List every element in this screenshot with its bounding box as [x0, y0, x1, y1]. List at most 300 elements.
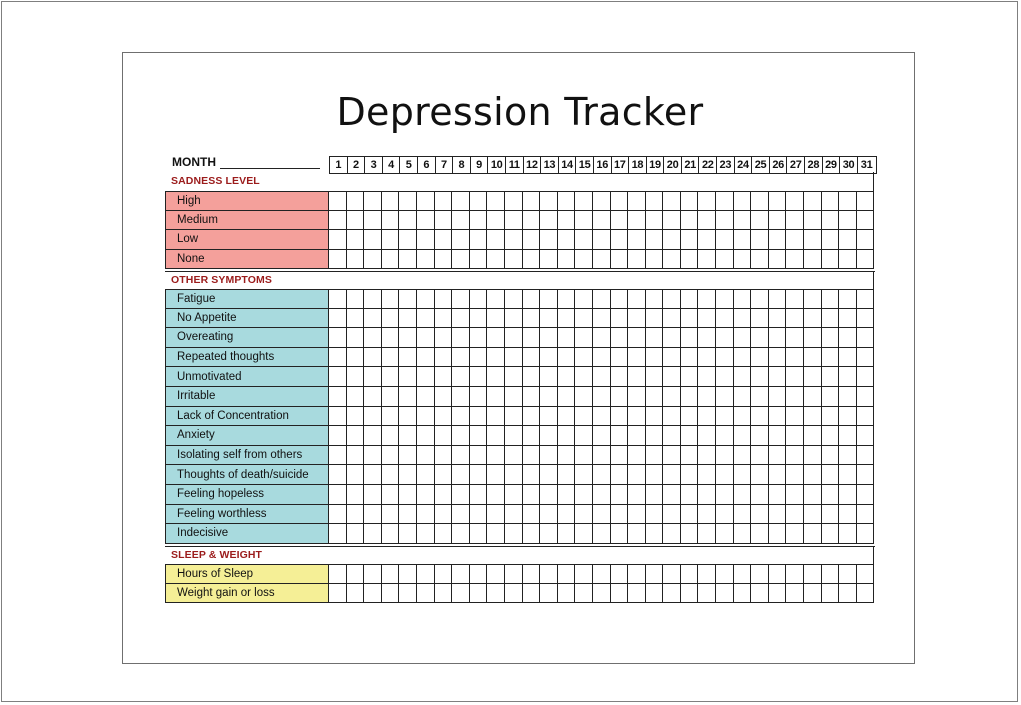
day-cell-23[interactable]	[716, 564, 734, 584]
day-cell-20[interactable]	[663, 328, 681, 348]
day-cell-16[interactable]	[593, 465, 611, 485]
day-cell-31[interactable]	[857, 387, 875, 407]
day-cell-12[interactable]	[523, 328, 541, 348]
day-cell-28[interactable]	[804, 387, 822, 407]
day-cell-4[interactable]	[382, 191, 400, 211]
day-cell-7[interactable]	[435, 367, 453, 387]
day-cell-3[interactable]	[364, 328, 382, 348]
day-cell-11[interactable]	[505, 289, 523, 309]
day-cell-3[interactable]	[364, 230, 382, 250]
day-cell-19[interactable]	[646, 348, 664, 368]
day-cell-19[interactable]	[646, 465, 664, 485]
day-cell-20[interactable]	[663, 407, 681, 427]
day-cell-21[interactable]	[681, 485, 699, 505]
day-cell-3[interactable]	[364, 426, 382, 446]
day-cell-12[interactable]	[523, 465, 541, 485]
day-cell-5[interactable]	[399, 426, 417, 446]
day-cell-3[interactable]	[364, 524, 382, 544]
day-cell-10[interactable]	[487, 505, 505, 525]
day-cell-26[interactable]	[769, 465, 787, 485]
day-cell-31[interactable]	[857, 485, 875, 505]
day-cell-1[interactable]	[329, 367, 347, 387]
day-cell-30[interactable]	[839, 564, 857, 584]
day-cell-30[interactable]	[839, 250, 857, 270]
day-cell-13[interactable]	[540, 426, 558, 446]
day-cell-14[interactable]	[558, 465, 576, 485]
day-cell-22[interactable]	[698, 426, 716, 446]
day-cell-6[interactable]	[417, 387, 435, 407]
day-cell-7[interactable]	[435, 191, 453, 211]
day-cell-31[interactable]	[857, 407, 875, 427]
day-cell-8[interactable]	[452, 426, 470, 446]
day-cell-13[interactable]	[540, 367, 558, 387]
day-cell-19[interactable]	[646, 250, 664, 270]
day-cell-17[interactable]	[611, 524, 629, 544]
day-cell-24[interactable]	[734, 465, 752, 485]
day-cell-14[interactable]	[558, 230, 576, 250]
day-cell-15[interactable]	[575, 524, 593, 544]
day-cell-10[interactable]	[487, 367, 505, 387]
day-cell-17[interactable]	[611, 584, 629, 604]
day-cell-27[interactable]	[786, 309, 804, 329]
day-cell-20[interactable]	[663, 387, 681, 407]
day-cell-8[interactable]	[452, 191, 470, 211]
day-cell-18[interactable]	[628, 564, 646, 584]
day-cell-19[interactable]	[646, 211, 664, 231]
day-cell-19[interactable]	[646, 309, 664, 329]
day-cell-18[interactable]	[628, 250, 646, 270]
day-cell-12[interactable]	[523, 211, 541, 231]
day-cell-30[interactable]	[839, 348, 857, 368]
day-cell-21[interactable]	[681, 250, 699, 270]
day-cell-19[interactable]	[646, 584, 664, 604]
day-cell-13[interactable]	[540, 584, 558, 604]
day-cell-17[interactable]	[611, 230, 629, 250]
day-cell-19[interactable]	[646, 524, 664, 544]
day-cell-11[interactable]	[505, 191, 523, 211]
day-cell-18[interactable]	[628, 407, 646, 427]
day-cell-12[interactable]	[523, 387, 541, 407]
day-cell-4[interactable]	[382, 524, 400, 544]
day-cell-7[interactable]	[435, 289, 453, 309]
day-cell-9[interactable]	[470, 505, 488, 525]
day-cell-1[interactable]	[329, 485, 347, 505]
day-cell-15[interactable]	[575, 584, 593, 604]
day-cell-31[interactable]	[857, 348, 875, 368]
day-cell-28[interactable]	[804, 505, 822, 525]
day-cell-3[interactable]	[364, 505, 382, 525]
day-cell-15[interactable]	[575, 446, 593, 466]
day-cell-3[interactable]	[364, 584, 382, 604]
day-cell-19[interactable]	[646, 289, 664, 309]
day-cell-2[interactable]	[347, 211, 365, 231]
day-cell-15[interactable]	[575, 191, 593, 211]
day-cell-8[interactable]	[452, 250, 470, 270]
day-cell-8[interactable]	[452, 309, 470, 329]
day-cell-24[interactable]	[734, 505, 752, 525]
day-cell-7[interactable]	[435, 446, 453, 466]
day-cell-14[interactable]	[558, 446, 576, 466]
day-cell-4[interactable]	[382, 211, 400, 231]
day-cell-22[interactable]	[698, 564, 716, 584]
day-cell-16[interactable]	[593, 309, 611, 329]
day-cell-31[interactable]	[857, 250, 875, 270]
day-cell-13[interactable]	[540, 524, 558, 544]
day-cell-25[interactable]	[751, 230, 769, 250]
day-cell-4[interactable]	[382, 387, 400, 407]
day-cell-17[interactable]	[611, 250, 629, 270]
day-cell-6[interactable]	[417, 505, 435, 525]
day-cell-28[interactable]	[804, 485, 822, 505]
day-cell-9[interactable]	[470, 230, 488, 250]
day-cell-18[interactable]	[628, 328, 646, 348]
day-cell-31[interactable]	[857, 505, 875, 525]
day-cell-3[interactable]	[364, 348, 382, 368]
day-cell-10[interactable]	[487, 250, 505, 270]
day-cell-17[interactable]	[611, 191, 629, 211]
day-cell-21[interactable]	[681, 367, 699, 387]
day-cell-23[interactable]	[716, 505, 734, 525]
day-cell-9[interactable]	[470, 564, 488, 584]
day-cell-17[interactable]	[611, 387, 629, 407]
day-cell-20[interactable]	[663, 426, 681, 446]
day-cell-7[interactable]	[435, 465, 453, 485]
day-cell-26[interactable]	[769, 584, 787, 604]
day-cell-28[interactable]	[804, 230, 822, 250]
day-cell-13[interactable]	[540, 564, 558, 584]
day-cell-8[interactable]	[452, 211, 470, 231]
day-cell-22[interactable]	[698, 584, 716, 604]
day-cell-4[interactable]	[382, 348, 400, 368]
day-cell-6[interactable]	[417, 328, 435, 348]
day-cell-9[interactable]	[470, 367, 488, 387]
day-cell-19[interactable]	[646, 230, 664, 250]
day-cell-15[interactable]	[575, 230, 593, 250]
day-cell-4[interactable]	[382, 328, 400, 348]
day-cell-29[interactable]	[822, 426, 840, 446]
day-cell-21[interactable]	[681, 328, 699, 348]
day-cell-17[interactable]	[611, 289, 629, 309]
day-cell-27[interactable]	[786, 191, 804, 211]
day-cell-6[interactable]	[417, 348, 435, 368]
day-cell-30[interactable]	[839, 387, 857, 407]
day-cell-5[interactable]	[399, 446, 417, 466]
day-cell-12[interactable]	[523, 250, 541, 270]
day-cell-26[interactable]	[769, 505, 787, 525]
day-cell-12[interactable]	[523, 426, 541, 446]
day-cell-8[interactable]	[452, 485, 470, 505]
day-cell-23[interactable]	[716, 524, 734, 544]
day-cell-13[interactable]	[540, 407, 558, 427]
day-cell-20[interactable]	[663, 289, 681, 309]
day-cell-13[interactable]	[540, 387, 558, 407]
day-cell-30[interactable]	[839, 524, 857, 544]
day-cell-28[interactable]	[804, 211, 822, 231]
day-cell-17[interactable]	[611, 309, 629, 329]
day-cell-13[interactable]	[540, 505, 558, 525]
day-cell-18[interactable]	[628, 485, 646, 505]
day-cell-26[interactable]	[769, 426, 787, 446]
day-cell-17[interactable]	[611, 426, 629, 446]
day-cell-2[interactable]	[347, 250, 365, 270]
day-cell-7[interactable]	[435, 328, 453, 348]
day-cell-21[interactable]	[681, 309, 699, 329]
day-cell-25[interactable]	[751, 485, 769, 505]
day-cell-25[interactable]	[751, 564, 769, 584]
day-cell-10[interactable]	[487, 230, 505, 250]
day-cell-29[interactable]	[822, 367, 840, 387]
day-cell-24[interactable]	[734, 211, 752, 231]
day-cell-23[interactable]	[716, 407, 734, 427]
day-cell-3[interactable]	[364, 309, 382, 329]
day-cell-1[interactable]	[329, 524, 347, 544]
day-cell-22[interactable]	[698, 348, 716, 368]
day-cell-18[interactable]	[628, 348, 646, 368]
day-cell-30[interactable]	[839, 407, 857, 427]
day-cell-26[interactable]	[769, 211, 787, 231]
day-cell-27[interactable]	[786, 584, 804, 604]
day-cell-6[interactable]	[417, 191, 435, 211]
day-cell-29[interactable]	[822, 289, 840, 309]
day-cell-5[interactable]	[399, 309, 417, 329]
day-cell-23[interactable]	[716, 230, 734, 250]
day-cell-29[interactable]	[822, 250, 840, 270]
day-cell-21[interactable]	[681, 348, 699, 368]
day-cell-23[interactable]	[716, 250, 734, 270]
day-cell-18[interactable]	[628, 426, 646, 446]
day-cell-6[interactable]	[417, 465, 435, 485]
day-cell-21[interactable]	[681, 211, 699, 231]
day-cell-7[interactable]	[435, 564, 453, 584]
day-cell-23[interactable]	[716, 328, 734, 348]
day-cell-24[interactable]	[734, 564, 752, 584]
day-cell-18[interactable]	[628, 289, 646, 309]
day-cell-26[interactable]	[769, 191, 787, 211]
day-cell-20[interactable]	[663, 211, 681, 231]
day-cell-25[interactable]	[751, 328, 769, 348]
day-cell-27[interactable]	[786, 348, 804, 368]
day-cell-27[interactable]	[786, 426, 804, 446]
day-cell-1[interactable]	[329, 250, 347, 270]
day-cell-23[interactable]	[716, 485, 734, 505]
day-cell-31[interactable]	[857, 564, 875, 584]
day-cell-25[interactable]	[751, 387, 769, 407]
day-cell-28[interactable]	[804, 465, 822, 485]
day-cell-5[interactable]	[399, 505, 417, 525]
day-cell-9[interactable]	[470, 426, 488, 446]
day-cell-3[interactable]	[364, 250, 382, 270]
day-cell-15[interactable]	[575, 505, 593, 525]
day-cell-11[interactable]	[505, 426, 523, 446]
day-cell-14[interactable]	[558, 211, 576, 231]
day-cell-2[interactable]	[347, 485, 365, 505]
day-cell-6[interactable]	[417, 211, 435, 231]
day-cell-13[interactable]	[540, 465, 558, 485]
day-cell-7[interactable]	[435, 426, 453, 446]
day-cell-14[interactable]	[558, 191, 576, 211]
day-cell-1[interactable]	[329, 446, 347, 466]
day-cell-10[interactable]	[487, 426, 505, 446]
day-cell-21[interactable]	[681, 191, 699, 211]
day-cell-24[interactable]	[734, 230, 752, 250]
day-cell-24[interactable]	[734, 407, 752, 427]
day-cell-23[interactable]	[716, 309, 734, 329]
day-cell-9[interactable]	[470, 407, 488, 427]
day-cell-29[interactable]	[822, 524, 840, 544]
day-cell-11[interactable]	[505, 524, 523, 544]
day-cell-24[interactable]	[734, 250, 752, 270]
day-cell-15[interactable]	[575, 289, 593, 309]
day-cell-17[interactable]	[611, 446, 629, 466]
day-cell-10[interactable]	[487, 289, 505, 309]
day-cell-5[interactable]	[399, 407, 417, 427]
day-cell-24[interactable]	[734, 191, 752, 211]
day-cell-13[interactable]	[540, 348, 558, 368]
day-cell-10[interactable]	[487, 407, 505, 427]
day-cell-8[interactable]	[452, 348, 470, 368]
day-cell-6[interactable]	[417, 309, 435, 329]
day-cell-4[interactable]	[382, 505, 400, 525]
day-cell-17[interactable]	[611, 211, 629, 231]
day-cell-1[interactable]	[329, 584, 347, 604]
day-cell-30[interactable]	[839, 465, 857, 485]
day-cell-1[interactable]	[329, 505, 347, 525]
day-cell-31[interactable]	[857, 230, 875, 250]
day-cell-23[interactable]	[716, 387, 734, 407]
day-cell-16[interactable]	[593, 348, 611, 368]
day-cell-31[interactable]	[857, 289, 875, 309]
day-cell-22[interactable]	[698, 211, 716, 231]
day-cell-11[interactable]	[505, 407, 523, 427]
day-cell-6[interactable]	[417, 446, 435, 466]
day-cell-7[interactable]	[435, 309, 453, 329]
day-cell-20[interactable]	[663, 465, 681, 485]
day-cell-10[interactable]	[487, 191, 505, 211]
day-cell-19[interactable]	[646, 426, 664, 446]
day-cell-23[interactable]	[716, 348, 734, 368]
day-cell-24[interactable]	[734, 348, 752, 368]
day-cell-22[interactable]	[698, 524, 716, 544]
day-cell-12[interactable]	[523, 191, 541, 211]
day-cell-28[interactable]	[804, 328, 822, 348]
day-cell-22[interactable]	[698, 465, 716, 485]
day-cell-23[interactable]	[716, 446, 734, 466]
day-cell-2[interactable]	[347, 289, 365, 309]
day-cell-1[interactable]	[329, 191, 347, 211]
day-cell-19[interactable]	[646, 485, 664, 505]
day-cell-15[interactable]	[575, 426, 593, 446]
day-cell-14[interactable]	[558, 250, 576, 270]
day-cell-27[interactable]	[786, 465, 804, 485]
day-cell-4[interactable]	[382, 564, 400, 584]
day-cell-5[interactable]	[399, 524, 417, 544]
day-cell-11[interactable]	[505, 348, 523, 368]
day-cell-18[interactable]	[628, 367, 646, 387]
day-cell-15[interactable]	[575, 211, 593, 231]
day-cell-8[interactable]	[452, 524, 470, 544]
day-cell-10[interactable]	[487, 328, 505, 348]
day-cell-15[interactable]	[575, 328, 593, 348]
day-cell-27[interactable]	[786, 289, 804, 309]
day-cell-26[interactable]	[769, 446, 787, 466]
day-cell-18[interactable]	[628, 191, 646, 211]
day-cell-29[interactable]	[822, 211, 840, 231]
day-cell-24[interactable]	[734, 367, 752, 387]
day-cell-23[interactable]	[716, 289, 734, 309]
day-cell-1[interactable]	[329, 230, 347, 250]
day-cell-26[interactable]	[769, 387, 787, 407]
day-cell-14[interactable]	[558, 289, 576, 309]
day-cell-25[interactable]	[751, 309, 769, 329]
day-cell-7[interactable]	[435, 211, 453, 231]
day-cell-1[interactable]	[329, 465, 347, 485]
day-cell-21[interactable]	[681, 584, 699, 604]
day-cell-15[interactable]	[575, 387, 593, 407]
day-cell-21[interactable]	[681, 465, 699, 485]
day-cell-11[interactable]	[505, 387, 523, 407]
day-cell-18[interactable]	[628, 446, 646, 466]
day-cell-24[interactable]	[734, 426, 752, 446]
day-cell-29[interactable]	[822, 564, 840, 584]
day-cell-25[interactable]	[751, 426, 769, 446]
day-cell-2[interactable]	[347, 426, 365, 446]
day-cell-25[interactable]	[751, 524, 769, 544]
day-cell-5[interactable]	[399, 211, 417, 231]
day-cell-11[interactable]	[505, 465, 523, 485]
day-cell-12[interactable]	[523, 584, 541, 604]
day-cell-18[interactable]	[628, 584, 646, 604]
day-cell-6[interactable]	[417, 250, 435, 270]
day-cell-8[interactable]	[452, 387, 470, 407]
day-cell-28[interactable]	[804, 348, 822, 368]
day-cell-11[interactable]	[505, 485, 523, 505]
day-cell-9[interactable]	[470, 348, 488, 368]
day-cell-31[interactable]	[857, 191, 875, 211]
day-cell-24[interactable]	[734, 309, 752, 329]
day-cell-5[interactable]	[399, 230, 417, 250]
day-cell-31[interactable]	[857, 328, 875, 348]
day-cell-28[interactable]	[804, 426, 822, 446]
day-cell-25[interactable]	[751, 289, 769, 309]
day-cell-18[interactable]	[628, 524, 646, 544]
day-cell-29[interactable]	[822, 465, 840, 485]
day-cell-9[interactable]	[470, 465, 488, 485]
day-cell-12[interactable]	[523, 230, 541, 250]
day-cell-15[interactable]	[575, 564, 593, 584]
day-cell-22[interactable]	[698, 309, 716, 329]
day-cell-23[interactable]	[716, 191, 734, 211]
day-cell-11[interactable]	[505, 250, 523, 270]
day-cell-31[interactable]	[857, 584, 875, 604]
day-cell-11[interactable]	[505, 309, 523, 329]
day-cell-13[interactable]	[540, 289, 558, 309]
day-cell-15[interactable]	[575, 367, 593, 387]
day-cell-20[interactable]	[663, 348, 681, 368]
day-cell-22[interactable]	[698, 505, 716, 525]
day-cell-14[interactable]	[558, 367, 576, 387]
day-cell-31[interactable]	[857, 524, 875, 544]
day-cell-9[interactable]	[470, 211, 488, 231]
day-cell-15[interactable]	[575, 250, 593, 270]
day-cell-5[interactable]	[399, 367, 417, 387]
day-cell-9[interactable]	[470, 524, 488, 544]
day-cell-23[interactable]	[716, 426, 734, 446]
day-cell-6[interactable]	[417, 289, 435, 309]
day-cell-9[interactable]	[470, 250, 488, 270]
day-cell-11[interactable]	[505, 446, 523, 466]
day-cell-16[interactable]	[593, 524, 611, 544]
day-cell-30[interactable]	[839, 211, 857, 231]
